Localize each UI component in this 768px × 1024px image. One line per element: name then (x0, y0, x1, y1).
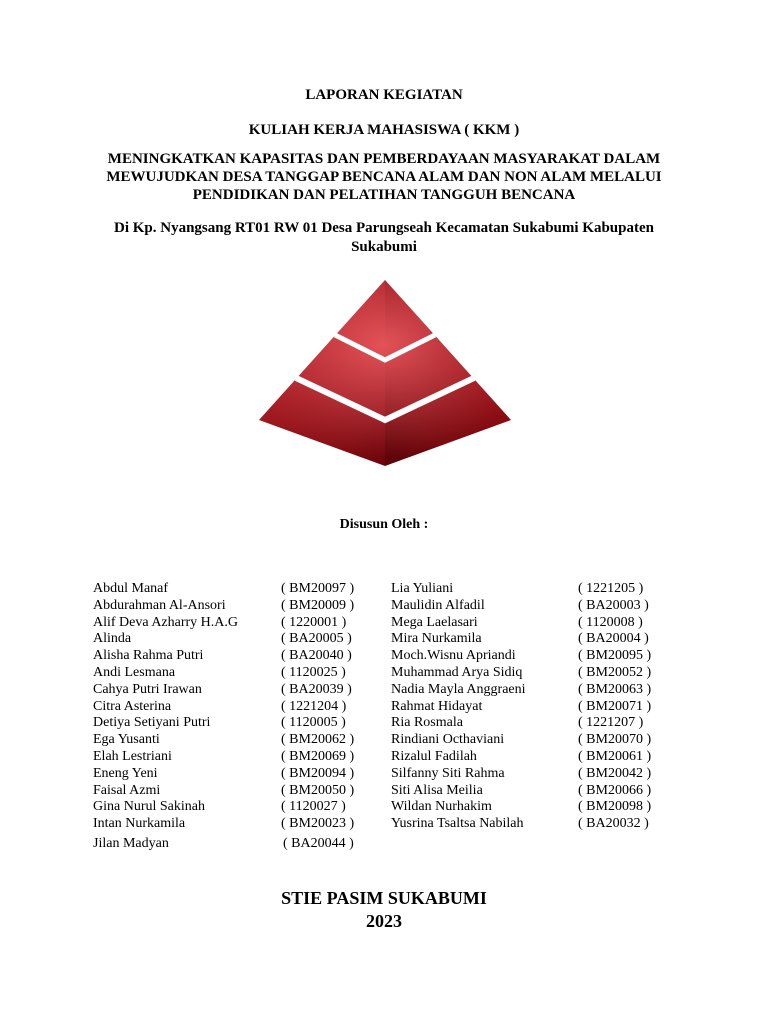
member-nim: ( BM20042 ) (578, 765, 652, 781)
member-nim: ( 1120027 ) (281, 799, 346, 815)
member-name: Citra Asterina (93, 698, 172, 714)
report-title: LAPORAN KEGIATAN (305, 87, 463, 103)
member-nim: ( BM20050 ) (281, 782, 355, 798)
member-name: Alif Deva Azharry H.A.G (93, 614, 239, 630)
member-nim: ( BM20071 ) (578, 698, 652, 714)
member-nim: ( 1120008 ) (578, 614, 643, 630)
member-name: Faisal Azmi (93, 782, 161, 798)
member-name: Yusrina Tsaltsa Nabilah (391, 816, 524, 832)
member-name: Elah Lestriani (93, 748, 172, 764)
member-nim: ( BM20069 ) (281, 748, 355, 764)
member-nim: ( BM20070 ) (578, 732, 652, 748)
member-nim: ( BM20023 ) (281, 816, 355, 832)
theme-line: PENDIDIKAN DAN PELATIHAN TANGGUH BENCANA (192, 187, 576, 203)
member-name: Detiya Setiyani Putri (93, 715, 211, 731)
member-nim: ( BA20004 ) (578, 631, 649, 647)
theme-title (0, 150, 768, 204)
member-name: Cahya Putri Irawan (93, 681, 202, 697)
member-nim: ( BM20097 ) (281, 581, 355, 596)
member-name: Mira Nurkamila (391, 631, 482, 647)
member-nim: ( 1120025 ) (281, 664, 346, 680)
member-name: Wildan Nurhakim (391, 799, 492, 815)
member-name: Jilan Madyan (93, 836, 169, 851)
member-name: Ega Yusanti (93, 732, 160, 748)
member-name: Lia Yuliani (391, 581, 454, 596)
member-nim: ( 1221204 ) (281, 698, 347, 714)
theme-line: MENINGKATKAN KAPASITAS DAN PEMBERDAYAAN MASYARAKAT DALAM (107, 151, 661, 167)
member-name: Alinda (93, 631, 132, 647)
member-name: Moch.Wisnu Apriandi (391, 648, 516, 664)
member-nim: ( 1221205 ) (578, 581, 644, 596)
location-text (0, 219, 768, 257)
member-name: Abdul Manaf (93, 581, 169, 596)
member-nim: ( BM20062 ) (281, 732, 355, 748)
member-name: Silfanny Siti Rahma (391, 765, 505, 781)
member-name: Mega Laelasari (391, 614, 478, 630)
member-name: Ria Rosmala (391, 715, 463, 731)
member-name: Nadia Mayla Anggraeni (391, 681, 526, 697)
member-name: Gina Nurul Sakinah (93, 799, 205, 815)
member-nim: ( BM20052 ) (578, 664, 652, 680)
members-right-names (391, 581, 526, 833)
members-left-nims (281, 581, 354, 833)
member-nim: ( BA20032 ) (578, 816, 649, 832)
report-year: 2023 (366, 911, 402, 931)
member-name: Abdurahman Al-Ansori (93, 597, 226, 613)
institution-name: STIE PASIM SUKABUMI (281, 888, 487, 908)
program-title: KULIAH KERJA MAHASISWA ( KKM ) (248, 122, 520, 138)
member-nim: ( BM20063 ) (578, 681, 652, 697)
member-nim: ( BM20095 ) (578, 648, 652, 664)
member-name: Rizalul Fadilah (391, 748, 477, 764)
member-nim: ( BM20066 ) (578, 782, 652, 798)
member-name: Eneng Yeni (93, 765, 158, 781)
member-nim: ( BM20009 ) (281, 597, 355, 613)
members-left-names (93, 581, 238, 833)
member-nim: ( BA20039 ) (281, 681, 352, 697)
member-name: Intan Nurkamila (93, 816, 186, 832)
member-nim: ( 1120005 ) (281, 715, 346, 731)
member-nim: ( BA20003 ) (578, 597, 649, 613)
member-nim: ( 1221207 ) (578, 715, 644, 731)
member-nim: ( BM20061 ) (578, 748, 652, 764)
theme-line: MEWUJUDKAN DESA TANGGAP BENCANA ALAM DAN NON ALAM MELALUI (106, 169, 662, 185)
pyramid-logo-icon (259, 280, 511, 466)
authors-label: Disusun Oleh : (339, 517, 429, 532)
member-name: Rahmat Hidayat (391, 698, 483, 714)
location-line: Sukabumi (351, 239, 417, 255)
member-nim: ( BM20098 ) (578, 799, 652, 815)
member-nim: ( 1220001 ) (281, 614, 347, 630)
member-nim: ( BA20005 ) (281, 631, 352, 647)
member-nim: ( BM20094 ) (281, 765, 355, 781)
member-nim: ( BA20040 ) (281, 648, 352, 664)
member-name: Andi Lesmana (93, 664, 176, 680)
member-name: Alisha Rahma Putri (93, 648, 204, 664)
member-name: Siti Alisa Meilia (391, 782, 483, 798)
location-line: Di Kp. Nyangsang RT01 RW 01 Desa Parungseah Kecamatan Sukabumi Kabupaten (113, 220, 654, 236)
member-nim: ( BA20044 ) (283, 836, 354, 851)
member-name: Muhammad Arya Sidiq (391, 664, 523, 680)
members-right-nims (578, 581, 651, 833)
member-name: Maulidin Alfadil (391, 597, 485, 613)
member-name: Rindiani Octhaviani (391, 732, 505, 748)
